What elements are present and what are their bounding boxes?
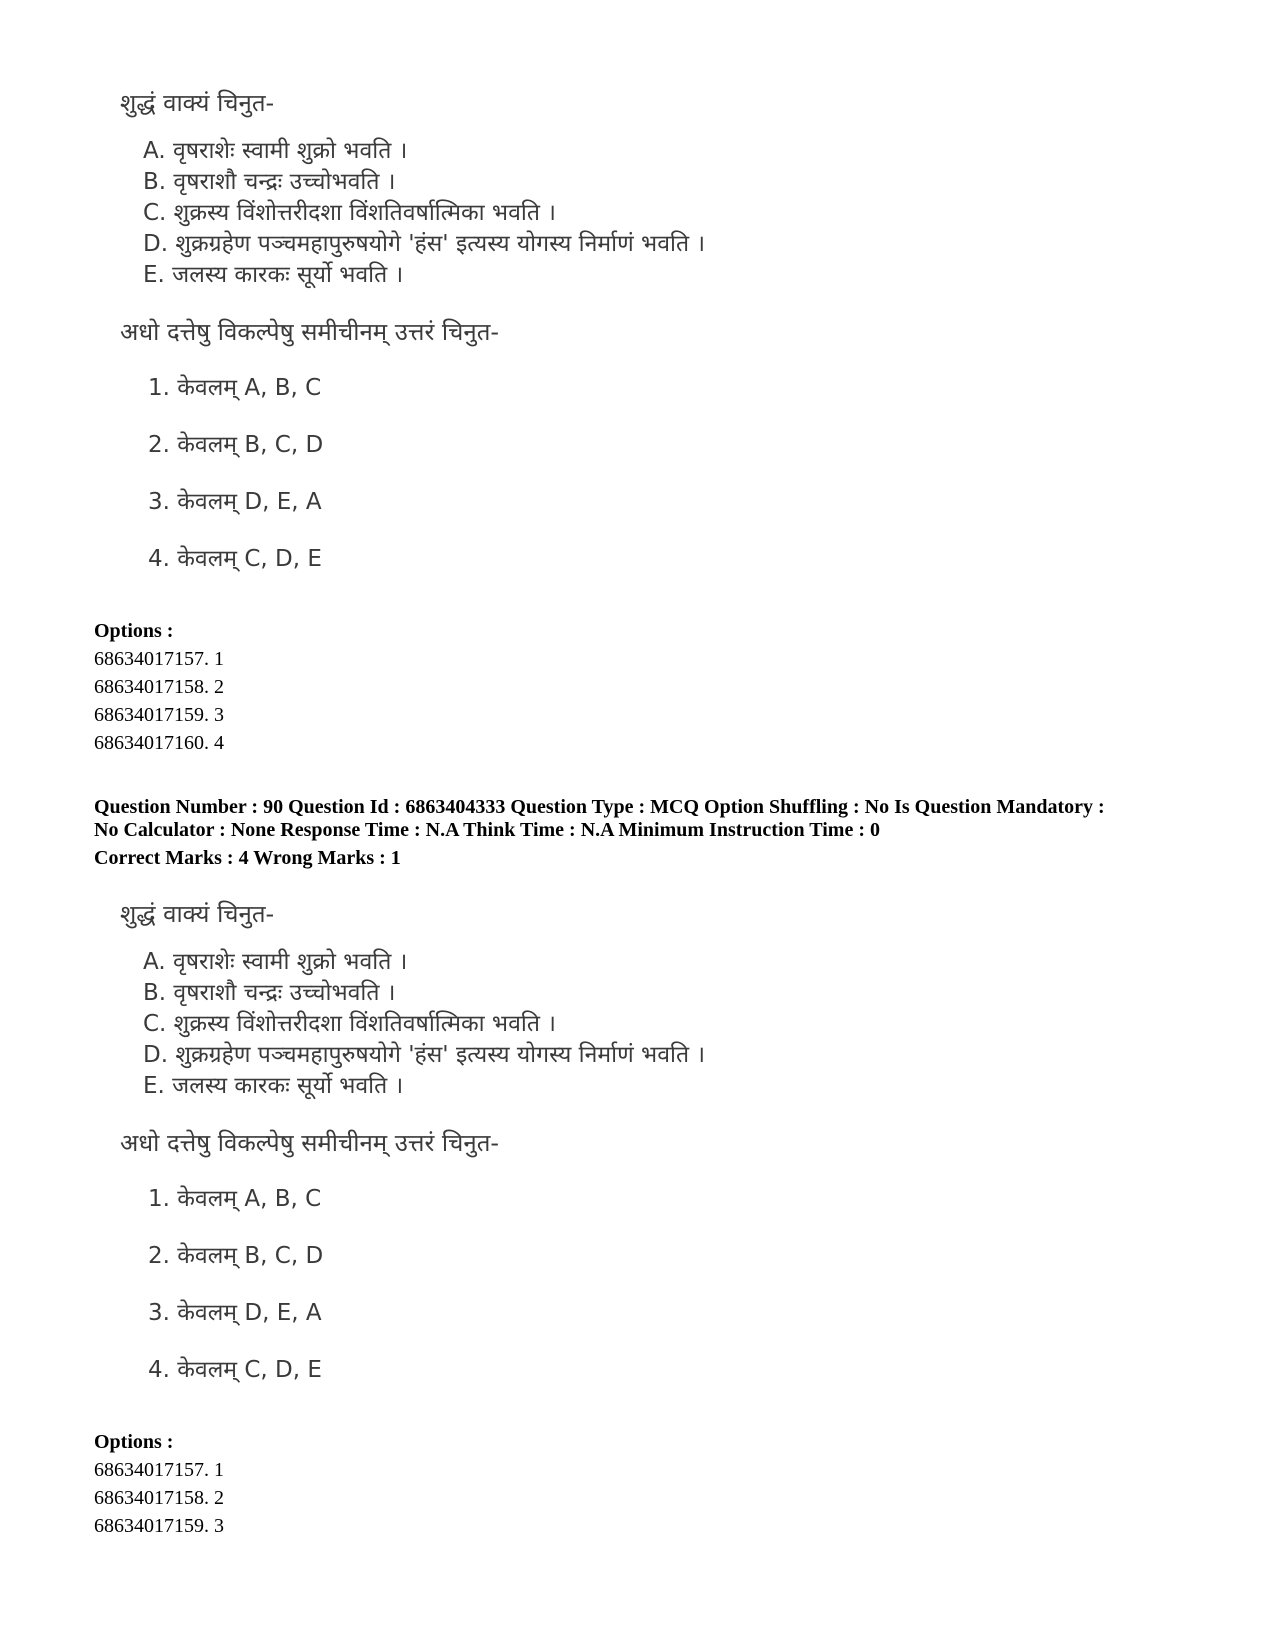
question-instruction: शुद्धं वाक्यं चिनुत-: [120, 89, 275, 117]
choice-1: 1. केवलम् A, B, C: [148, 375, 322, 401]
statement-d: D. शुक्रग्रहेण पञ्चमहापुरुषयोगे 'हंस' इत्यस्य योगस्य निर्माणं भवति ।: [143, 1042, 706, 1068]
options-label: Options :: [94, 620, 174, 642]
question-prompt: अधो दत्तेषु विकल्पेषु समीचीनम् उत्तरं चिनुत-: [120, 1129, 500, 1157]
statement-b: B. वृषराशौ चन्द्रः उच्चोभवति ।: [143, 169, 396, 195]
options-label: Options :: [94, 1431, 174, 1453]
option-item: 68634017158. 2: [94, 676, 224, 698]
choice-1: 1. केवलम् A, B, C: [148, 1186, 322, 1212]
statement-e: E. जलस्य कारकः सूर्यो भवति ।: [143, 1073, 404, 1099]
statement-a: A. वृषराशेः स्वामी शुक्रो भवति ।: [143, 138, 408, 164]
question-meta-line2: No Calculator : None Response Time : N.A Think Time : N.A Minimum Instruction Time : 0: [94, 819, 880, 841]
question-meta-line1: Question Number : 90 Question Id : 6863404333 Question Type : MCQ Option Shuffling : No Is Question Mandatory :: [94, 796, 1105, 818]
option-item: 68634017159. 3: [94, 1515, 224, 1537]
statement-e: E. जलस्य कारकः सूर्यो भवति ।: [143, 262, 404, 288]
choice-4: 4. केवलम् C, D, E: [148, 546, 322, 572]
option-item: 68634017157. 1: [94, 648, 224, 670]
choice-2: 2. केवलम् B, C, D: [148, 432, 324, 458]
statement-c: C. शुक्रस्य विंशोत्तरीदशा विंशतिवर्षात्मिका भवति ।: [143, 200, 556, 226]
question-marks: Correct Marks : 4 Wrong Marks : 1: [94, 847, 401, 869]
option-item: 68634017157. 1: [94, 1459, 224, 1481]
choice-3: 3. केवलम् D, E, A: [148, 489, 322, 515]
question-instruction: शुद्धं वाक्यं चिनुत-: [120, 900, 275, 928]
option-item: 68634017160. 4: [94, 732, 224, 754]
choice-3: 3. केवलम् D, E, A: [148, 1300, 322, 1326]
statement-d: D. शुक्रग्रहेण पञ्चमहापुरुषयोगे 'हंस' इत्यस्य योगस्य निर्माणं भवति ।: [143, 231, 706, 257]
statement-a: A. वृषराशेः स्वामी शुक्रो भवति ।: [143, 949, 408, 975]
option-item: 68634017159. 3: [94, 704, 224, 726]
choice-4: 4. केवलम् C, D, E: [148, 1357, 322, 1383]
choice-2: 2. केवलम् B, C, D: [148, 1243, 324, 1269]
statement-c: C. शुक्रस्य विंशोत्तरीदशा विंशतिवर्षात्मिका भवति ।: [143, 1011, 556, 1037]
option-item: 68634017158. 2: [94, 1487, 224, 1509]
statement-b: B. वृषराशौ चन्द्रः उच्चोभवति ।: [143, 980, 396, 1006]
question-prompt: अधो दत्तेषु विकल्पेषु समीचीनम् उत्तरं चिनुत-: [120, 318, 500, 346]
